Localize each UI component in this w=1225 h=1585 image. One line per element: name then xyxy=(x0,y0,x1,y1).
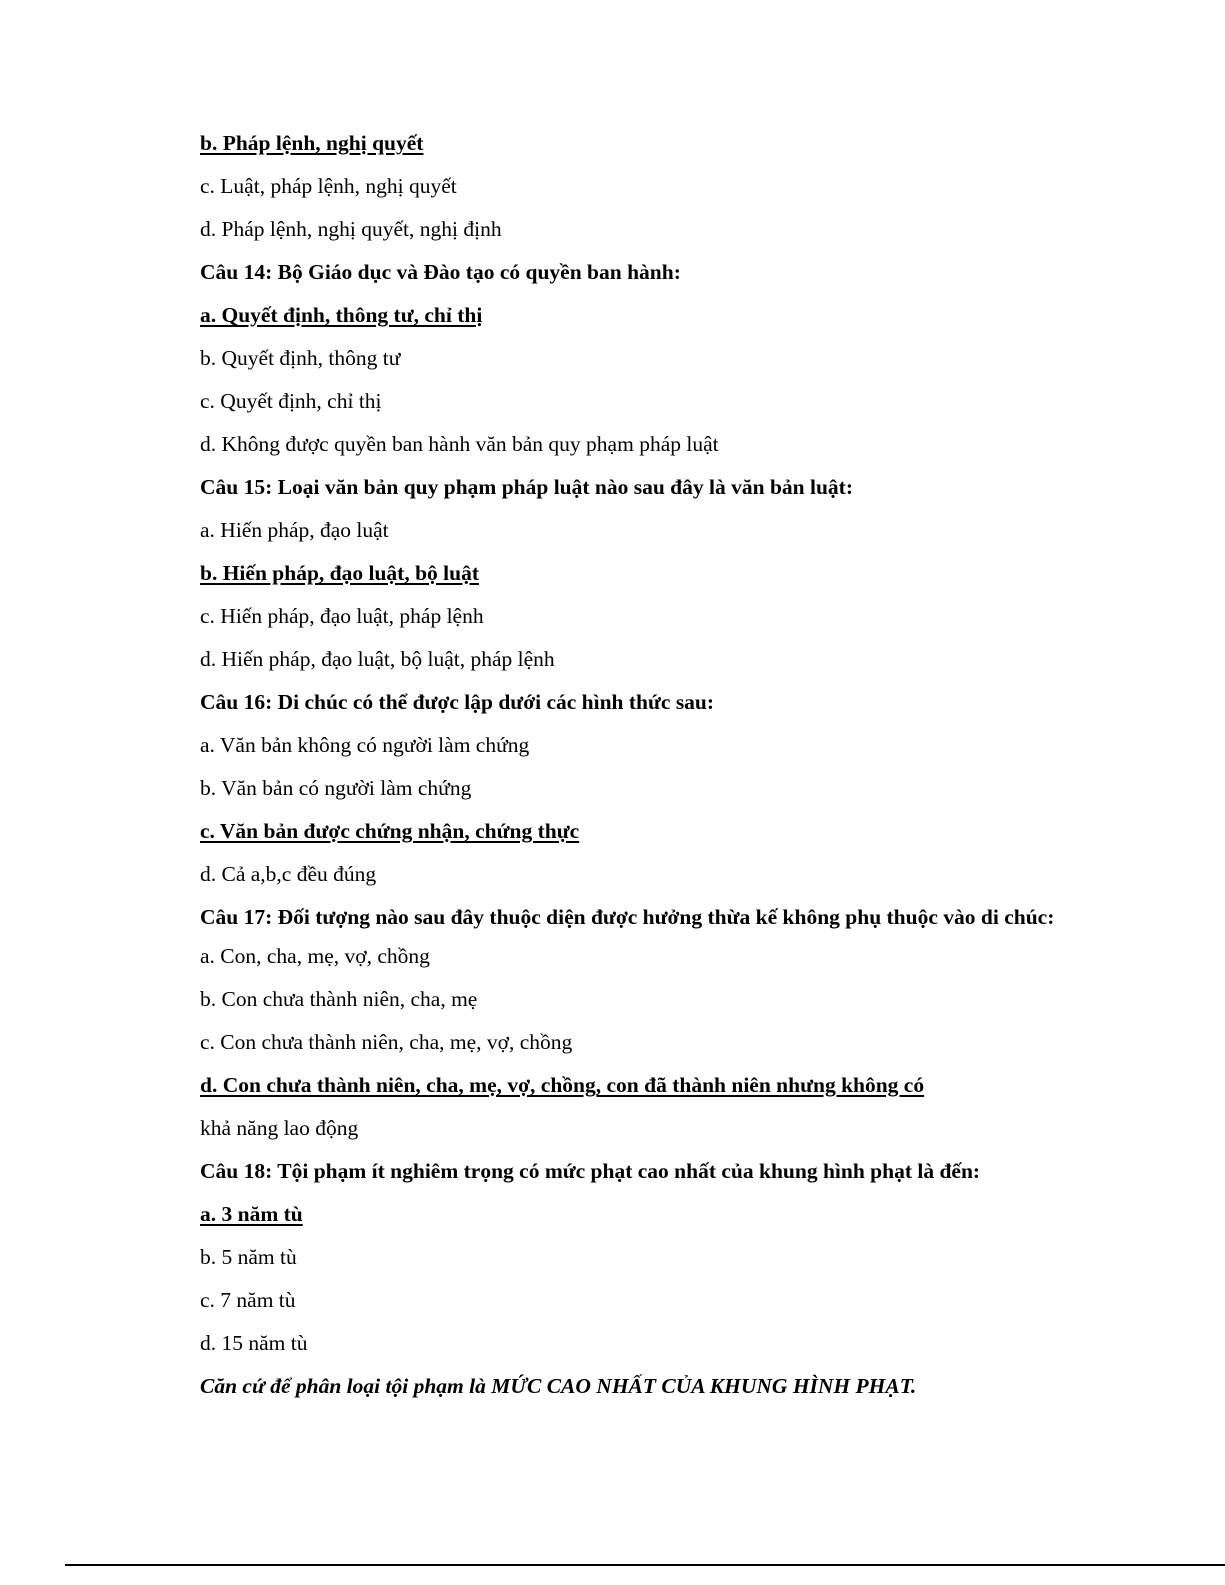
option-13d: d. Pháp lệnh, nghị quyết, nghị định xyxy=(200,217,502,241)
question-15: Câu 15: Loại văn bản quy phạm pháp luật nào sau đây là văn bản luật: xyxy=(200,475,853,499)
option-18c: c. 7 năm tù xyxy=(200,1288,296,1312)
option-14d: d. Không được quyền ban hành văn bản quy phạm pháp luật xyxy=(200,432,719,456)
option-16b: b. Văn bản có người làm chứng xyxy=(200,776,472,800)
option-16d: d. Cả a,b,c đều đúng xyxy=(200,862,377,886)
document-body xyxy=(200,130,1060,1400)
question-16: Câu 16: Di chúc có thể được lập dưới các hình thức sau: xyxy=(200,690,715,714)
option-15d: d. Hiến pháp, đạo luật, bộ luật, pháp lệnh xyxy=(200,647,555,671)
option-14b: b. Quyết định, thông tư xyxy=(200,346,401,370)
answer-15b: b. Hiến pháp, đạo luật, bộ luật xyxy=(200,561,479,585)
option-17c: c. Con chưa thành niên, cha, mẹ, vợ, chồng xyxy=(200,1030,573,1054)
question-14: Câu 14: Bộ Giáo dục và Đào tạo có quyền ban hành: xyxy=(200,260,681,284)
question-17: Câu 17: Đối tượng nào sau đây thuộc diện được hưởng thừa kế không phụ thuộc vào di chúc: xyxy=(200,905,1055,929)
answer-16c: c. Văn bản được chứng nhận, chứng thực xyxy=(200,819,580,843)
explanation-note: Căn cứ để phân loại tội phạm là MỨC CAO NHẤT CỦA KHUNG HÌNH PHẠT. xyxy=(200,1374,917,1398)
option-18b: b. 5 năm tù xyxy=(200,1245,297,1269)
option-15a: a. Hiến pháp, đạo luật xyxy=(200,518,389,542)
answer-13b: b. Pháp lệnh, nghị quyết xyxy=(200,131,424,155)
answer-17d-continued: khả năng lao động xyxy=(200,1116,359,1140)
option-18d: d. 15 năm tù xyxy=(200,1331,308,1355)
option-14c: c. Quyết định, chỉ thị xyxy=(200,389,382,413)
answer-17d: d. Con chưa thành niên, cha, mẹ, vợ, chồng, con đã thành niên nhưng không có xyxy=(200,1073,925,1097)
option-15c: c. Hiến pháp, đạo luật, pháp lệnh xyxy=(200,604,484,628)
option-17a: a. Con, cha, mẹ, vợ, chồng xyxy=(200,944,430,968)
option-13c: c. Luật, pháp lệnh, nghị quyết xyxy=(200,174,457,198)
answer-18a: a. 3 năm tù xyxy=(200,1202,303,1226)
question-18: Câu 18: Tội phạm ít nghiêm trọng có mức phạt cao nhất của khung hình phạt là đến: xyxy=(200,1159,981,1183)
option-17b: b. Con chưa thành niên, cha, mẹ xyxy=(200,987,478,1011)
answer-14a: a. Quyết định, thông tư, chỉ thị xyxy=(200,303,483,327)
option-16a: a. Văn bản không có người làm chứng xyxy=(200,733,530,757)
page-bottom-divider xyxy=(65,1564,1225,1566)
